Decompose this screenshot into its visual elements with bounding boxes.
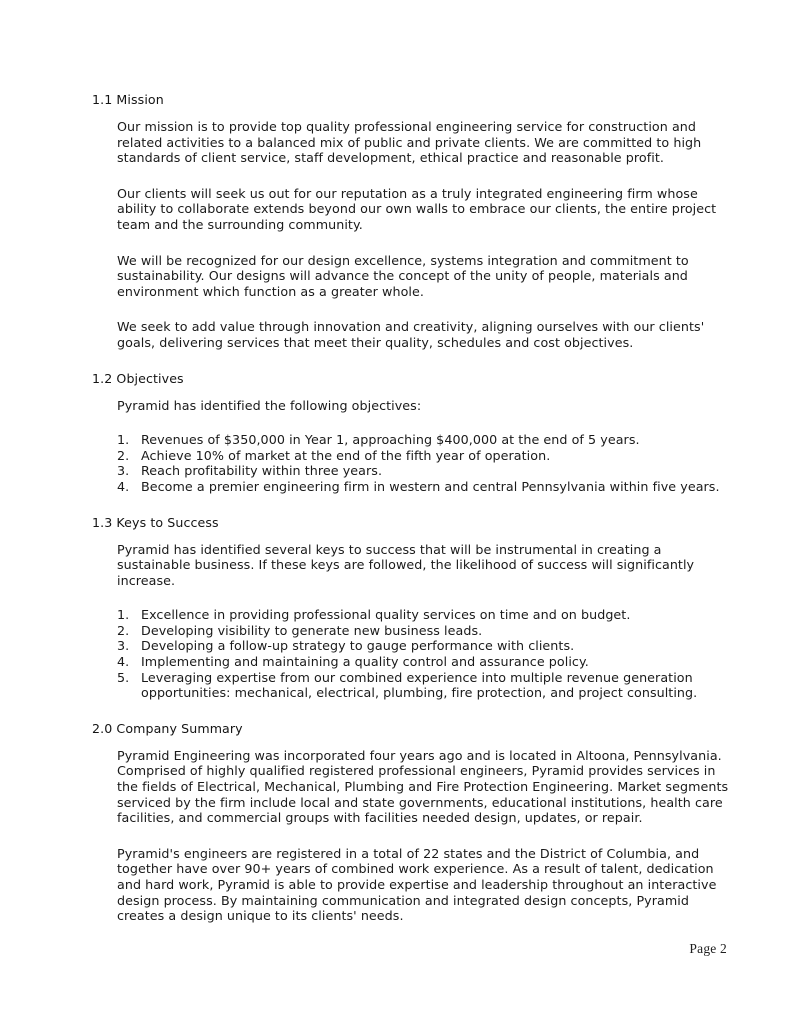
list-marker: 3. (117, 463, 130, 479)
document-body (92, 92, 732, 944)
list-item-text: Leveraging expertise from our combined experience into multiple revenue generation opportunities: mechanical, electrical, plumbing, fire protection, and project consulting. (141, 669, 698, 701)
section-heading-objectives: 1.2 Objectives (92, 370, 184, 386)
paragraph: Our clients will seek us out for our reputation as a truly integrated engineering firm whose ability to collaborate extends beyond our own walls to embrace our clients, the entire project team and the surrounding community. (117, 185, 717, 232)
list-item (117, 654, 732, 670)
section-keys-to-success (92, 515, 732, 701)
section-body-mission (117, 119, 732, 351)
list-item (117, 670, 732, 701)
paragraph: Pyramid has identified the following objectives: (117, 397, 422, 413)
list-item (117, 607, 732, 623)
list-item-text: Become a premier engineering firm in western and central Pennsylvania within five years. (141, 478, 720, 494)
section-body-objectives (117, 398, 732, 495)
paragraph: We seek to add value through innovation and creativity, aligning ourselves with our clients' goals, delivering services that meet their quality, schedules and cost objectives. (117, 319, 705, 350)
list-item-text: Developing a follow-up strategy to gauge performance with clients. (141, 638, 575, 654)
list-item-text: Implementing and maintaining a quality control and assurance policy. (141, 654, 589, 670)
list-item (117, 463, 732, 479)
list-marker: 4. (117, 478, 130, 494)
list-marker: 1. (117, 607, 130, 623)
keys-to-success-list (117, 607, 732, 701)
paragraph: Pyramid has identified several keys to success that will be instrumental in creating a sustainable business. If these keys are followed, the likelihood of success will significantly increase. (117, 541, 695, 588)
list-marker: 1. (117, 432, 130, 448)
list-item-text: Excellence in providing professional quality services on time and on budget. (141, 607, 631, 623)
section-objectives (92, 371, 732, 495)
list-item-text: Reach profitability within three years. (141, 463, 383, 479)
paragraph: Pyramid's engineers are registered in a total of 22 states and the District of Columbia, and together have over 90+ years of combined work experience. As a result of talent, dedication and hard work, Pyramid is able to provide expertise and leadership throughout an interactive design process. By maintaining communication and integrated design concepts, Pyramid creates a design unique to its clients' needs. (117, 845, 717, 924)
list-marker: 3. (117, 638, 130, 654)
list-item-text: Developing visibility to generate new business leads. (141, 622, 483, 638)
list-marker: 4. (117, 654, 130, 670)
list-item (117, 432, 732, 448)
page-number-footer: Page 2 (689, 941, 727, 956)
paragraph: We will be recognized for our design excellence, systems integration and commitment to sustainability. Our designs will advance the concept of the unity of people, materials and environment which function as a greater whole. (117, 252, 689, 299)
section-heading-mission: 1.1 Mission (92, 92, 164, 107)
list-item-text: Revenues of $350,000 in Year 1, approaching $400,000 at the end of 5 years. (141, 432, 640, 448)
section-heading-company-summary: 2.0 Company Summary (92, 720, 243, 736)
list-marker: 2. (117, 622, 130, 638)
section-body-keys-to-success (117, 542, 732, 701)
list-marker: 5. (117, 669, 130, 685)
paragraph: Our mission is to provide top quality professional engineering service for construction and related activities to a balanced mix of public and private clients. We are committed to high standards of client service, staff development, ethical practice and reasonable profit. (117, 119, 702, 166)
objectives-list (117, 432, 732, 494)
list-item (117, 638, 732, 654)
section-heading-keys-to-success: 1.3 Keys to Success (92, 514, 219, 530)
paragraph: Pyramid Engineering was incorporated four years ago and is located in Altoona, Pennsylvania. Comprised of highly qualified registered professional engineers, Pyramid provides services in the fields of Electrical, Mechanical, Plumbing and Fire Protection Engineering. Market segments serviced by the firm include local and state governments, educational institutions, health care facilities, and commercial groups with facilities needed design, updates, or repair. (117, 747, 729, 826)
list-item (117, 623, 732, 639)
list-item (117, 479, 732, 495)
list-marker: 2. (117, 447, 130, 463)
section-company-summary (92, 721, 732, 924)
list-item-text: Achieve 10% of market at the end of the fifth year of operation. (141, 447, 551, 463)
section-body-company-summary (117, 748, 732, 924)
list-item (117, 448, 732, 464)
section-mission (92, 92, 732, 351)
